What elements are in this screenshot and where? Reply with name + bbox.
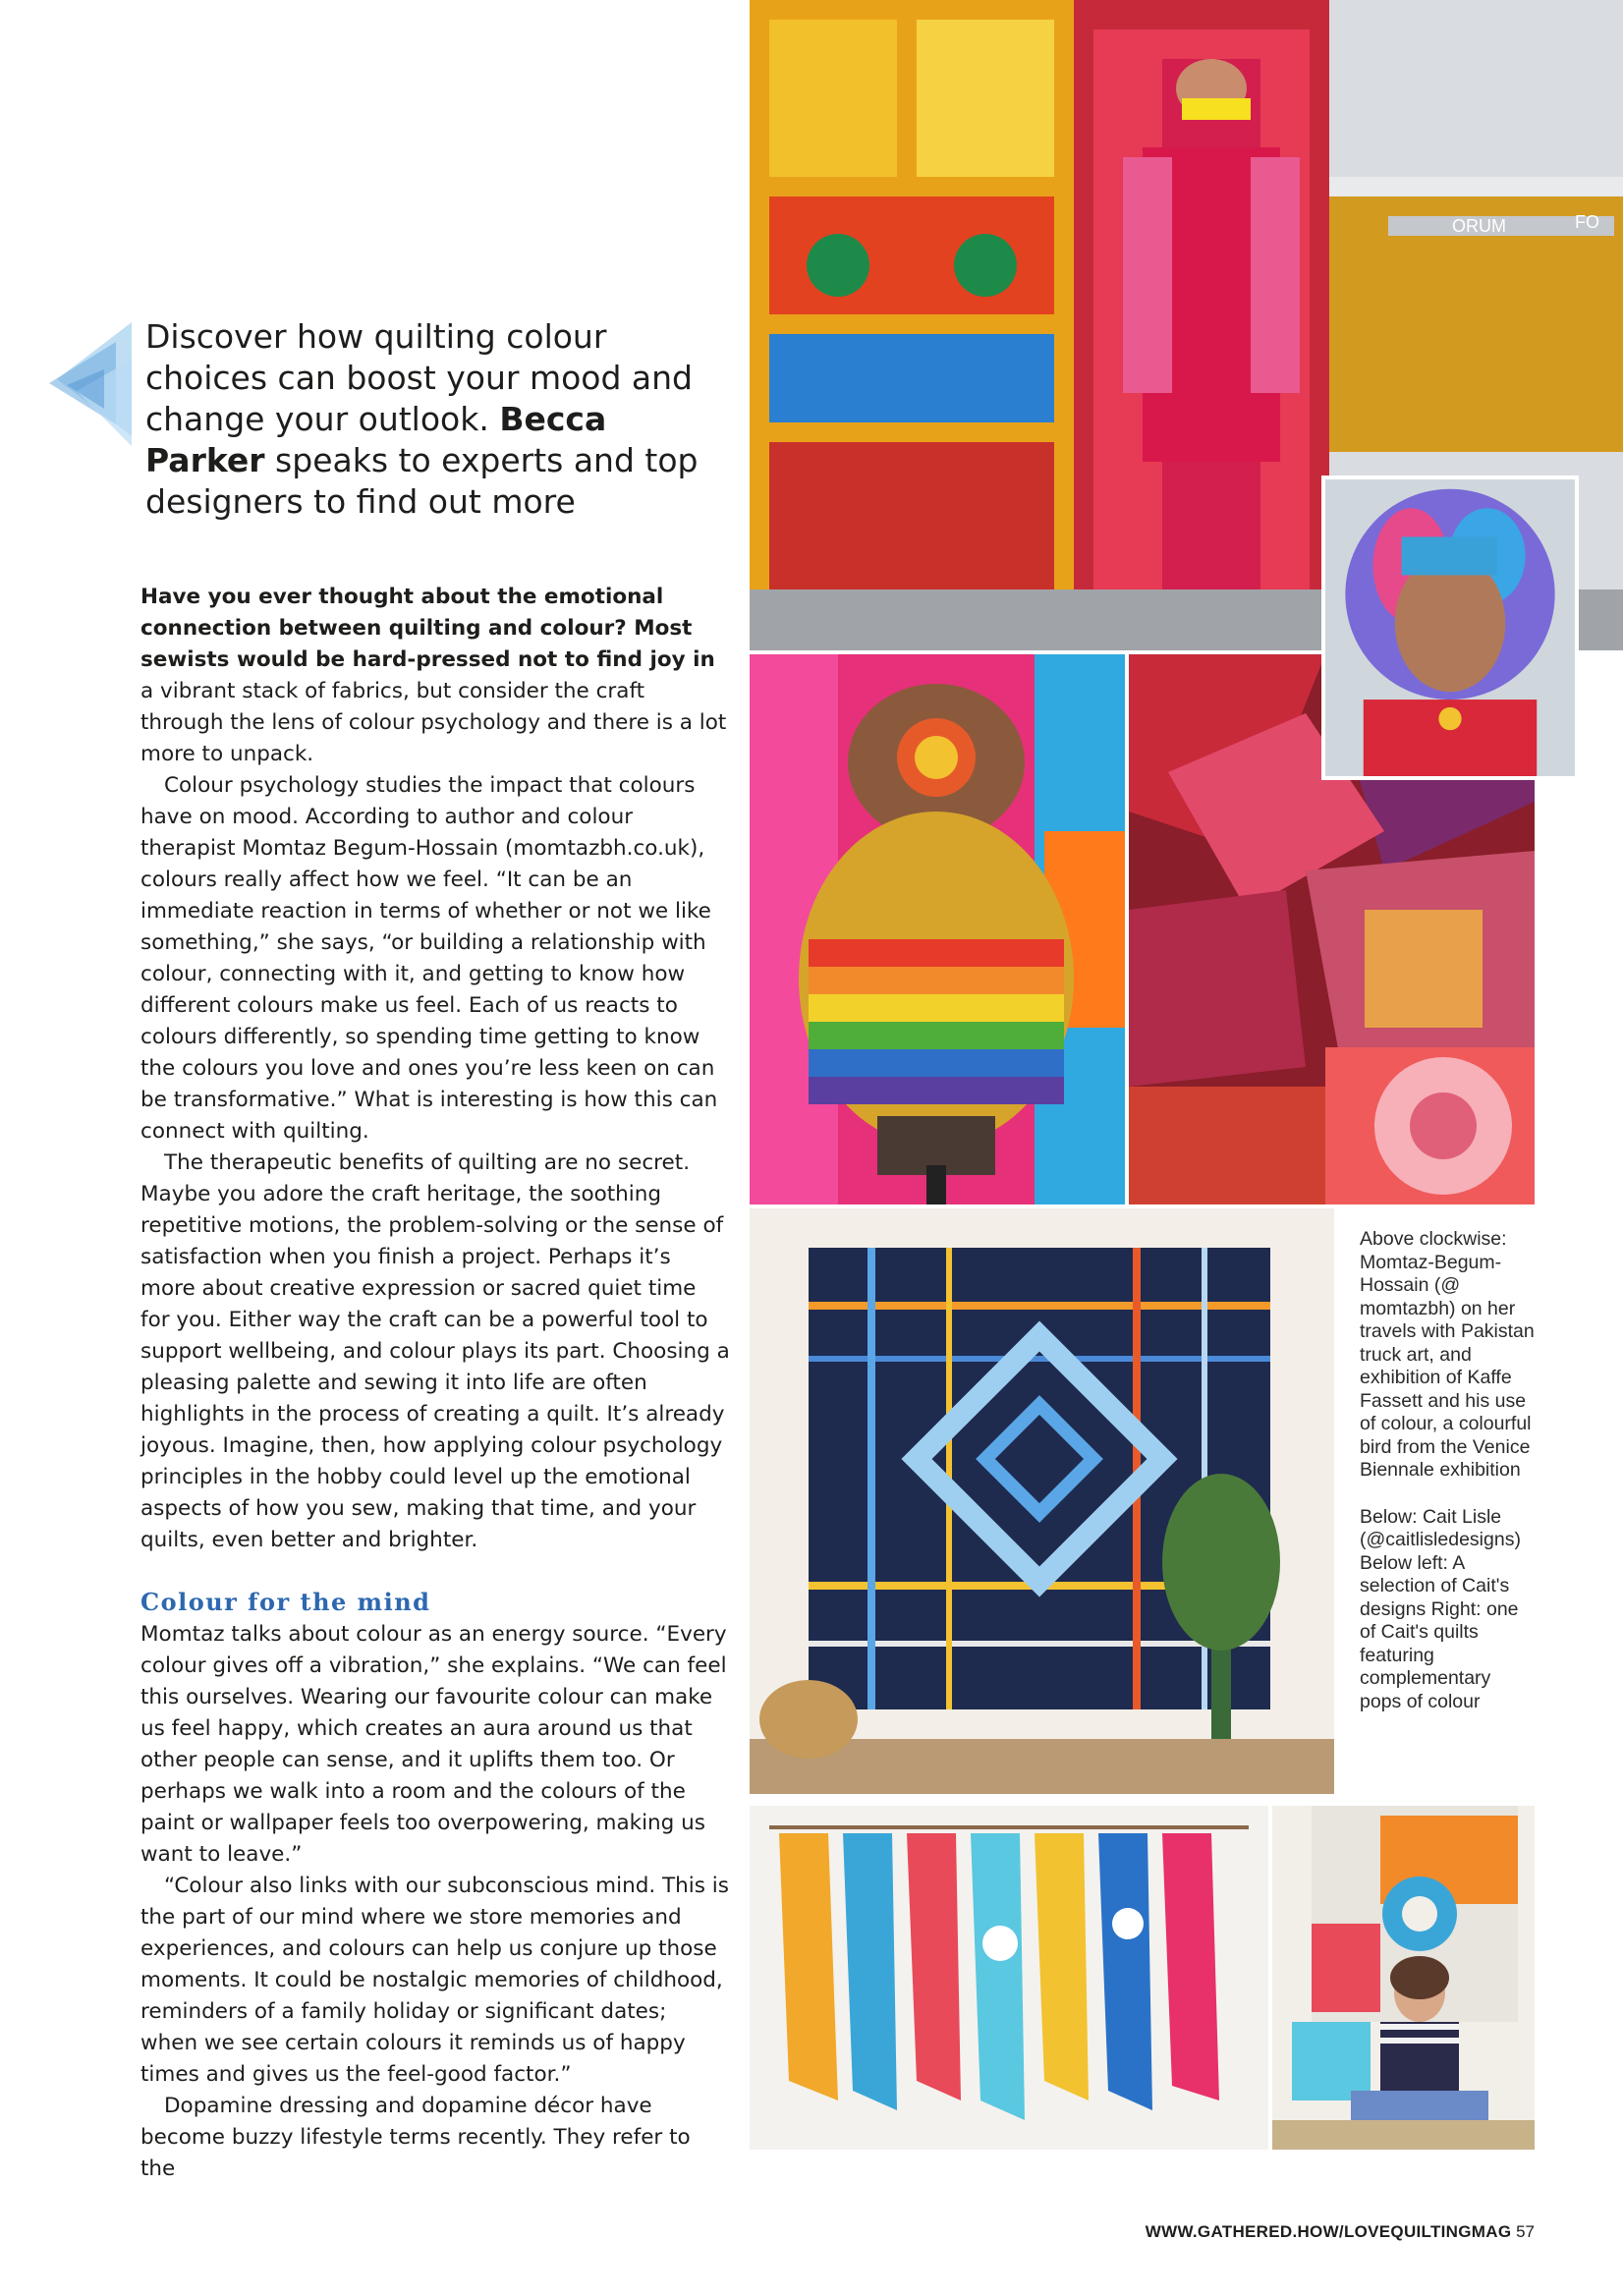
article-body (140, 582, 730, 2185)
triangle-motif-icon (47, 320, 134, 448)
standfirst-text-end: speaks to experts and top designers to find out more (145, 441, 699, 521)
caption-below: Below: Cait Lisle (@caitlisledesigns) Below left: A selection of Cait's designs Right: one of Cait's quilts featuring complementary pops of colour (1360, 1505, 1521, 1712)
photo-rainbow-bird (750, 654, 1125, 1204)
paragraph-1-rest: a vibrant stack of fabrics, but consider the craft through the lens of colour psychology and there is a lot more to unpack. (140, 679, 727, 766)
paragraph-2: Colour psychology studies the impact that colours have on mood. According to author and colour therapist Momtaz Begum-Hossain (momtazbh.co.uk), colours really affect how we feel. “It can be an immediate reaction in terms of whether or not we like something,” she says, “or building a relationship with colour, connecting with it, and getting to know how different colours make us feel. Each of us reacts to colours differently, so spending time getting to know the colours you love and ones you’re less keen on can be transformative.” What is interesting is how this can connect with quilting. (140, 773, 718, 1144)
page-footer (1146, 2222, 1535, 2242)
section-heading: Colour for the mind (140, 1588, 431, 1616)
truck-sign-text-2: FO (1575, 212, 1599, 232)
standfirst-text: Discover how quilting colour choices can boost your mood and change your outlook. (145, 317, 694, 438)
lead-text: Have you ever thought about the emotional connection between quilting and colour? Most sewists would be hard-pressed not to find joy in (140, 585, 715, 672)
photo-captions (1360, 1228, 1537, 1737)
photo-navy-quilt (750, 1208, 1334, 1794)
paragraph-1 (140, 582, 730, 770)
page-number: 57 (1516, 2222, 1535, 2241)
photo-momtaz-portrait (1321, 476, 1579, 780)
author-name: Becca Parker (145, 400, 607, 479)
footer-url: WWW.GATHERED.HOW/LOVEQUILTINGMAG (1145, 2222, 1512, 2241)
photo-hanging-quilts (750, 1806, 1268, 2150)
paragraph-3: The therapeutic benefits of quilting are no secret. Maybe you adore the craft heritage, the soothing repetitive motions, the problem-solving or the sense of satisfaction when you finish a project. Perhaps it’s more about creative expression or sacred quiet time for you. Either way the craft can be a powerful tool to support wellbeing, and colour plays its part. Choosing a pleasing palette and sewing it into life are often highlights in the process of creating a quilt. It’s already joyous. Imagine, then, how applying colour psychology principles in the hobby could level up the emotional aspects of how you sew, making that time, and your quilts, even better and brighter. (140, 1150, 730, 1552)
paragraph-5: “Colour also links with our subconscious mind. This is the part of our mind where we store memories and experiences, and colours can help us conjure up those moments. It could be nostalgic memories of childhood, reminders of a family holiday or significant dates; when we see certain colours it reminds us of happy times and gives us the feel-good factor.” (140, 1874, 729, 2087)
truck-sign-text: ORUM (1452, 216, 1506, 236)
caption-above: Above clockwise: Momtaz-Begum-Hossain (@ momtazbh) on her travels with Pakistan truck art, and exhibition of Kaffe Fassett and his use of colour, a colourful bird from the Venice Biennale exhibition (1360, 1228, 1535, 1481)
photo-cait-lisle (1272, 1806, 1535, 2150)
paragraph-6: Dopamine dressing and dopamine décor have become buzzy lifestyle terms recently. They refer to the (140, 2094, 691, 2181)
standfirst (145, 316, 715, 523)
paragraph-4: Momtaz talks about colour as an energy source. “Every colour gives off a vibration,” she explains. “We can feel this ourselves. Wearing our favourite colour can make us feel happy, which creates an aura around us that other people can sense, and it uplifts them too. Or perhaps we walk into a room and the colours of the paint or wallpaper feels too overpowering, making us want to leave.” (140, 1622, 727, 1867)
